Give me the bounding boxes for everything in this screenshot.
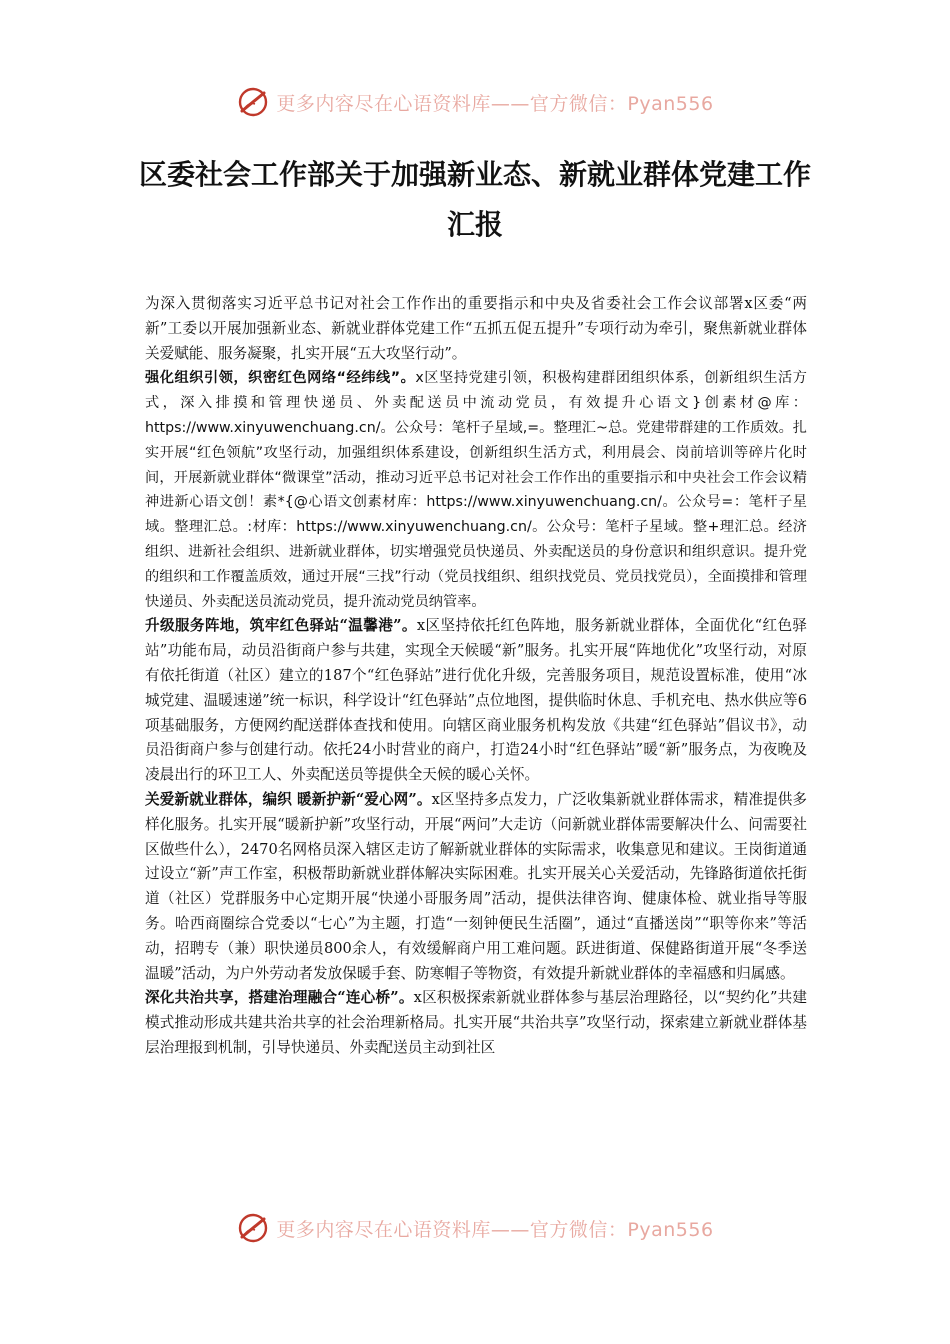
section-heading: 强化组织引领，织密红色网络“经纬线”。	[145, 370, 416, 387]
banner-text: 更多内容尽在心语资料库——官方微信：Pyan556	[276, 1218, 714, 1241]
section-organization	[145, 366, 807, 614]
brush-logo-icon	[236, 85, 270, 119]
section-care	[145, 788, 807, 986]
section-text: x区积极探索新就业群体参与基层治理路径，以“契约化”共建模式推动形成共建共治共享的社会治理新格局。扎实开展“共治共享”攻坚行动，探索建立新就业群体基层治理报到机制，引导快递员、外卖配送员主动到社区	[145, 989, 808, 1056]
section-text: x区坚持党建引领，积极构建群团组织体系，创新组织生活方式，深入排摸和管理快递员、外卖配送员中流动党员，有效提升心语文}创素材@库：https://www.xinyuwenchuang.cn/。公众号：笔杆子星域,=。整理汇~总。党建带群建的工作质效。扎实开展“红色领航”攻坚行动，加强组织体系建设，创新组织生活方式，利用晨会、岗前培训等碎片化时间，开展新就业群体“微课堂”活动，推动习近平总书记对社会工作作出的重要指示和中央社会工作会议精神进新心语文创！素*{@心语文创素材库：https://www.xinyuwenchuang.cn/。公众号=：笔杆子星域。整理汇总。:材库：https://www.xinyuwenchuang.cn/。公众号：笔杆子星域。整+理汇总。经济组织、进新社会组织、进新就业群体，切实增强党员快递员、外卖配送员的身份意识和组织意识。提升党的组织和工作覆盖质效，通过开展“三找”行动（党员找组织、组织找党员、党员找党员），全面摸排和管理快递员、外卖配送员流动党员，提升流动党员纳管率。	[145, 370, 807, 610]
section-governance	[145, 986, 807, 1060]
intro-paragraph: 为深入贯彻落实习近平总书记对社会工作作出的重要指示和中央及省委社会工作会议部署x区委“两新”工委以开展加强新业态、新就业群体党建工作“五抓五促五提升”专项行动为牵引，聚焦新就业群体关爱赋能、服务凝聚，扎实开展“五大攻坚行动”。	[145, 295, 807, 362]
banner-text: 更多内容尽在心语资料库——官方微信：Pyan556	[276, 92, 714, 115]
section-text: x区坚持多点发力，广泛收集新就业群体需求，精准提供多样化服务。扎实开展“暖新护新”攻坚行动，开展“两问”大走访（问新就业群体需要解决什么、问需要社区做些什么），2470名网格员深入辖区走访了解新就业群体的实际需求，收集意见和建议。王岗街道通过设立“新”声工作室，积极帮助新就业群体解决实际困难。扎实开展关心关爱活动，先锋路街道依托街道（社区）党群服务中心定期开展“快递小哥服务周”活动，提供法律咨询、健康体检、就业指导等服务。哈西商圈综合党委以“七心”为主题，打造“一刻钟便民生活圈”，通过“直播送岗”“职等你来”等活动，招聘专（兼）职快递员800余人，有效缓解商户用工难问题。跃进街道、保健路街道开展“冬季送温暖”活动，为户外劳动者发放保暖手套、防寒帽子等物资，有效提升新就业群体的幸福感和归属感。	[145, 790, 808, 982]
footer-banner	[0, 1208, 950, 1248]
section-heading: 升级服务阵地，筑牢红色驿站“温馨港”。	[145, 617, 417, 635]
section-service-position	[145, 614, 807, 788]
section-heading: 关爱新就业群体，编织 暖新护新“爱心网”。	[145, 790, 432, 808]
document-body	[145, 292, 807, 1061]
header-banner	[0, 82, 950, 122]
document-title: 区委社会工作部关于加强新业态、新就业群体党建工作汇报	[138, 158, 811, 241]
brush-logo-icon	[236, 1211, 270, 1245]
section-heading: 深化共治共享，搭建治理融合“连心桥”。	[145, 989, 414, 1007]
section-text: x区坚持依托红色阵地，服务新就业群体，全面优化“红色驿站”功能布局，动员沿街商户参与共建，实现全天候暖“新”服务。扎实开展“阵地优化”攻坚行动，对原有依托街道（社区）建立的187个“红色驿站”进行优化升级，完善服务项目，规范设置标准，使用“冰城党建、温暖速递”统一标识，科学设计“红色驿站”点位地图，提供临时休息、手机充电、热水供应等6项基础服务，方便网约配送群体查找和使用。向辖区商业服务机构发放《共建“红色驿站”倡议书》，动员沿街商户参与创建行动。依托24小时营业的商户，打造24小时“红色驿站”暖“新”服务点，为夜晚及凌晨出行的环卫工人、外卖配送员等提供全天候的暖心关怀。	[145, 617, 807, 784]
